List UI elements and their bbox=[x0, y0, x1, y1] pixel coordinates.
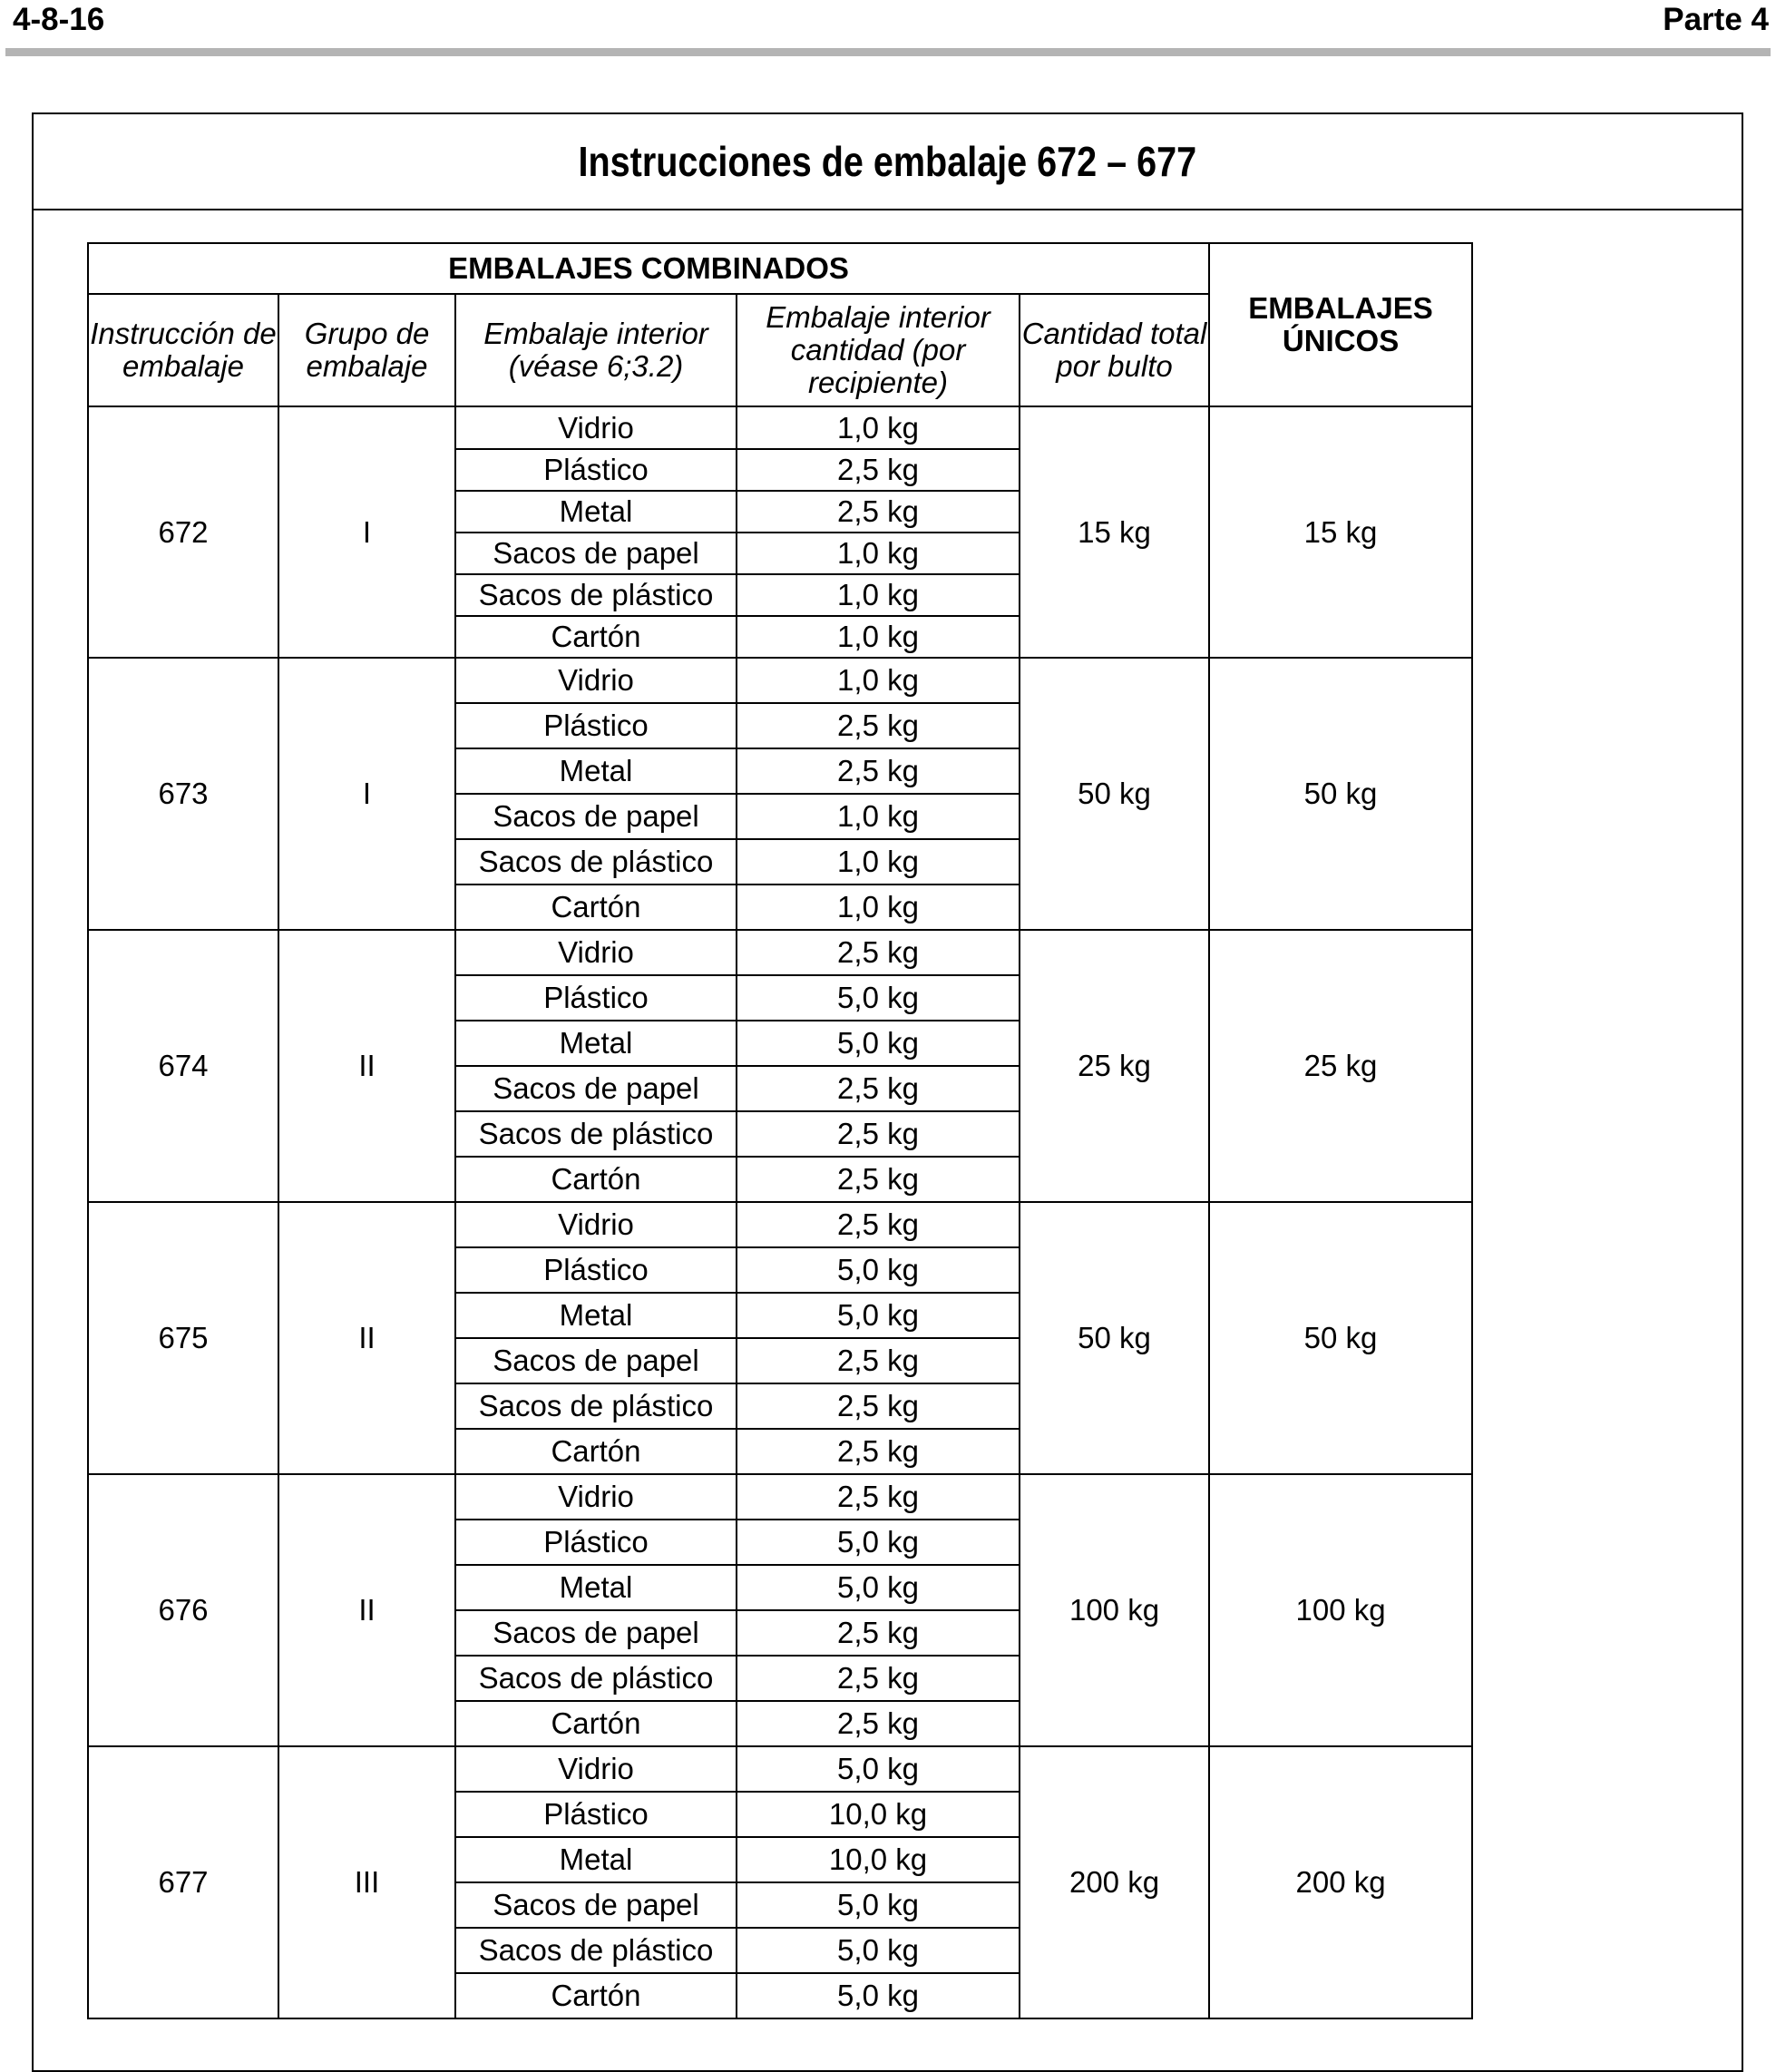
inner-packaging-quantity: 1,0 kg bbox=[737, 406, 1020, 449]
inner-packaging-quantity: 5,0 kg bbox=[737, 1973, 1020, 2018]
inner-packaging-material: Sacos de plástico bbox=[455, 1928, 737, 1973]
single-packagings-header bbox=[1209, 243, 1472, 406]
inner-packaging-material: Metal bbox=[455, 491, 737, 533]
combined-packagings-header: EMBALAJES COMBINADOS bbox=[88, 243, 1209, 294]
inner-packaging-material: Sacos de papel bbox=[455, 1882, 737, 1928]
table-row bbox=[88, 406, 1472, 449]
inner-packaging-quantity: 2,5 kg bbox=[737, 491, 1020, 533]
inner-packaging-quantity: 2,5 kg bbox=[737, 1474, 1020, 1520]
inner-packaging-material: Cartón bbox=[455, 885, 737, 930]
title-bar bbox=[34, 114, 1742, 210]
inner-packaging-quantity: 2,5 kg bbox=[737, 1066, 1020, 1111]
inner-packaging-material: Metal bbox=[455, 1565, 737, 1610]
table-row bbox=[88, 1746, 1472, 1792]
packing-group: I bbox=[278, 406, 455, 658]
total-per-package: 50 kg bbox=[1020, 658, 1209, 930]
inner-packaging-quantity: 2,5 kg bbox=[737, 1157, 1020, 1202]
packing-instructions-table bbox=[87, 242, 1473, 2019]
inner-packaging-material: Plástico bbox=[455, 975, 737, 1021]
table-row bbox=[88, 930, 1472, 975]
inner-packaging-quantity: 2,5 kg bbox=[737, 449, 1020, 491]
inner-packaging-quantity: 5,0 kg bbox=[737, 1520, 1020, 1565]
inner-packaging-quantity: 5,0 kg bbox=[737, 1021, 1020, 1066]
page-number: 4-8-16 bbox=[13, 2, 105, 37]
inner-packaging-material: Cartón bbox=[455, 1157, 737, 1202]
inner-packaging-quantity: 2,5 kg bbox=[737, 1429, 1020, 1474]
instruction-number: 674 bbox=[88, 930, 278, 1202]
inner-packaging-material: Vidrio bbox=[455, 658, 737, 703]
instruction-number: 672 bbox=[88, 406, 278, 658]
column-header-instruction: Instrucción de embalaje bbox=[88, 294, 278, 406]
inner-packaging-material: Metal bbox=[455, 748, 737, 794]
inner-packaging-material: Cartón bbox=[455, 1701, 737, 1746]
inner-packaging-quantity: 2,5 kg bbox=[737, 1656, 1020, 1701]
inner-packaging-quantity: 1,0 kg bbox=[737, 658, 1020, 703]
inner-packaging-material: Cartón bbox=[455, 1429, 737, 1474]
total-per-package: 25 kg bbox=[1020, 930, 1209, 1202]
column-header-packing-group: Grupo de embalaje bbox=[278, 294, 455, 406]
inner-packaging-material: Metal bbox=[455, 1293, 737, 1338]
packing-group: II bbox=[278, 930, 455, 1202]
total-per-package: 200 kg bbox=[1020, 1746, 1209, 2018]
page-title: Instrucciones de embalaje 672 – 677 bbox=[578, 138, 1197, 185]
inner-packaging-material: Sacos de papel bbox=[455, 533, 737, 574]
single-packaging-quantity: 50 kg bbox=[1209, 658, 1472, 930]
inner-packaging-material: Metal bbox=[455, 1837, 737, 1882]
instruction-number: 673 bbox=[88, 658, 278, 930]
inner-packaging-quantity: 2,5 kg bbox=[737, 748, 1020, 794]
inner-packaging-material: Plástico bbox=[455, 449, 737, 491]
inner-packaging-quantity: 5,0 kg bbox=[737, 1247, 1020, 1293]
packing-group: I bbox=[278, 658, 455, 930]
single-packagings-label: EMBALAJES ÚNICOS bbox=[1248, 291, 1433, 357]
inner-packaging-material: Cartón bbox=[455, 1973, 737, 2018]
table-header-row-top bbox=[88, 243, 1472, 294]
inner-packaging-material: Sacos de papel bbox=[455, 1066, 737, 1111]
inner-packaging-material: Sacos de plástico bbox=[455, 1111, 737, 1157]
inner-packaging-material: Sacos de papel bbox=[455, 1610, 737, 1656]
table-body bbox=[88, 406, 1472, 2018]
table-row bbox=[88, 658, 1472, 703]
single-packaging-quantity: 15 kg bbox=[1209, 406, 1472, 658]
inner-packaging-quantity: 5,0 kg bbox=[737, 1928, 1020, 1973]
inner-packaging-quantity: 2,5 kg bbox=[737, 930, 1020, 975]
single-packaging-quantity: 200 kg bbox=[1209, 1746, 1472, 2018]
inner-packaging-material: Sacos de plástico bbox=[455, 839, 737, 885]
inner-packaging-quantity: 2,5 kg bbox=[737, 1610, 1020, 1656]
inner-packaging-quantity: 2,5 kg bbox=[737, 1701, 1020, 1746]
inner-packaging-quantity: 10,0 kg bbox=[737, 1792, 1020, 1837]
instruction-number: 675 bbox=[88, 1202, 278, 1474]
single-packaging-quantity: 25 kg bbox=[1209, 930, 1472, 1202]
inner-packaging-quantity: 5,0 kg bbox=[737, 1882, 1020, 1928]
inner-packaging-quantity: 5,0 kg bbox=[737, 975, 1020, 1021]
inner-packaging-quantity: 1,0 kg bbox=[737, 616, 1020, 658]
inner-packaging-material: Vidrio bbox=[455, 1746, 737, 1792]
total-per-package: 50 kg bbox=[1020, 1202, 1209, 1474]
inner-packaging-quantity: 5,0 kg bbox=[737, 1565, 1020, 1610]
inner-packaging-material: Vidrio bbox=[455, 1202, 737, 1247]
inner-packaging-material: Plástico bbox=[455, 703, 737, 748]
inner-packaging-quantity: 1,0 kg bbox=[737, 885, 1020, 930]
inner-packaging-quantity: 2,5 kg bbox=[737, 1111, 1020, 1157]
inner-packaging-quantity: 5,0 kg bbox=[737, 1746, 1020, 1792]
inner-packaging-material: Plástico bbox=[455, 1247, 737, 1293]
inner-packaging-material: Plástico bbox=[455, 1792, 737, 1837]
inner-packaging-quantity: 1,0 kg bbox=[737, 533, 1020, 574]
header-rule bbox=[5, 48, 1771, 56]
table-row bbox=[88, 1474, 1472, 1520]
inner-packaging-quantity: 2,5 kg bbox=[737, 1383, 1020, 1429]
column-header-total-per-package: Cantidad total por bulto bbox=[1020, 294, 1209, 406]
inner-packaging-material: Vidrio bbox=[455, 1474, 737, 1520]
inner-packaging-material: Vidrio bbox=[455, 930, 737, 975]
inner-packaging-material: Sacos de plástico bbox=[455, 1383, 737, 1429]
inner-packaging-quantity: 1,0 kg bbox=[737, 794, 1020, 839]
instruction-number: 676 bbox=[88, 1474, 278, 1746]
page-header bbox=[13, 0, 1769, 40]
column-header-inner-packaging: Embalaje interior (véase 6;3.2) bbox=[455, 294, 737, 406]
packing-group: II bbox=[278, 1202, 455, 1474]
inner-packaging-quantity: 2,5 kg bbox=[737, 1202, 1020, 1247]
column-header-inner-quantity: Embalaje interior cantidad (por recipiente) bbox=[737, 294, 1020, 406]
inner-packaging-material: Plástico bbox=[455, 1520, 737, 1565]
inner-packaging-material: Sacos de papel bbox=[455, 1338, 737, 1383]
table-row bbox=[88, 1202, 1472, 1247]
packing-group: III bbox=[278, 1746, 455, 2018]
inner-packaging-material: Sacos de papel bbox=[455, 794, 737, 839]
inner-packaging-quantity: 2,5 kg bbox=[737, 703, 1020, 748]
packing-group: II bbox=[278, 1474, 455, 1746]
inner-packaging-material: Sacos de plástico bbox=[455, 1656, 737, 1701]
inner-packaging-material: Sacos de plástico bbox=[455, 574, 737, 616]
inner-packaging-material: Metal bbox=[455, 1021, 737, 1066]
part-label: Parte 4 bbox=[1663, 2, 1769, 37]
inner-packaging-quantity: 5,0 kg bbox=[737, 1293, 1020, 1338]
total-per-package: 15 kg bbox=[1020, 406, 1209, 658]
single-packaging-quantity: 50 kg bbox=[1209, 1202, 1472, 1474]
total-per-package: 100 kg bbox=[1020, 1474, 1209, 1746]
inner-packaging-quantity: 10,0 kg bbox=[737, 1837, 1020, 1882]
inner-packaging-quantity: 1,0 kg bbox=[737, 839, 1020, 885]
single-packaging-quantity: 100 kg bbox=[1209, 1474, 1472, 1746]
instruction-number: 677 bbox=[88, 1746, 278, 2018]
inner-packaging-material: Vidrio bbox=[455, 406, 737, 449]
inner-packaging-quantity: 1,0 kg bbox=[737, 574, 1020, 616]
inner-packaging-quantity: 2,5 kg bbox=[737, 1338, 1020, 1383]
inner-packaging-material: Cartón bbox=[455, 616, 737, 658]
